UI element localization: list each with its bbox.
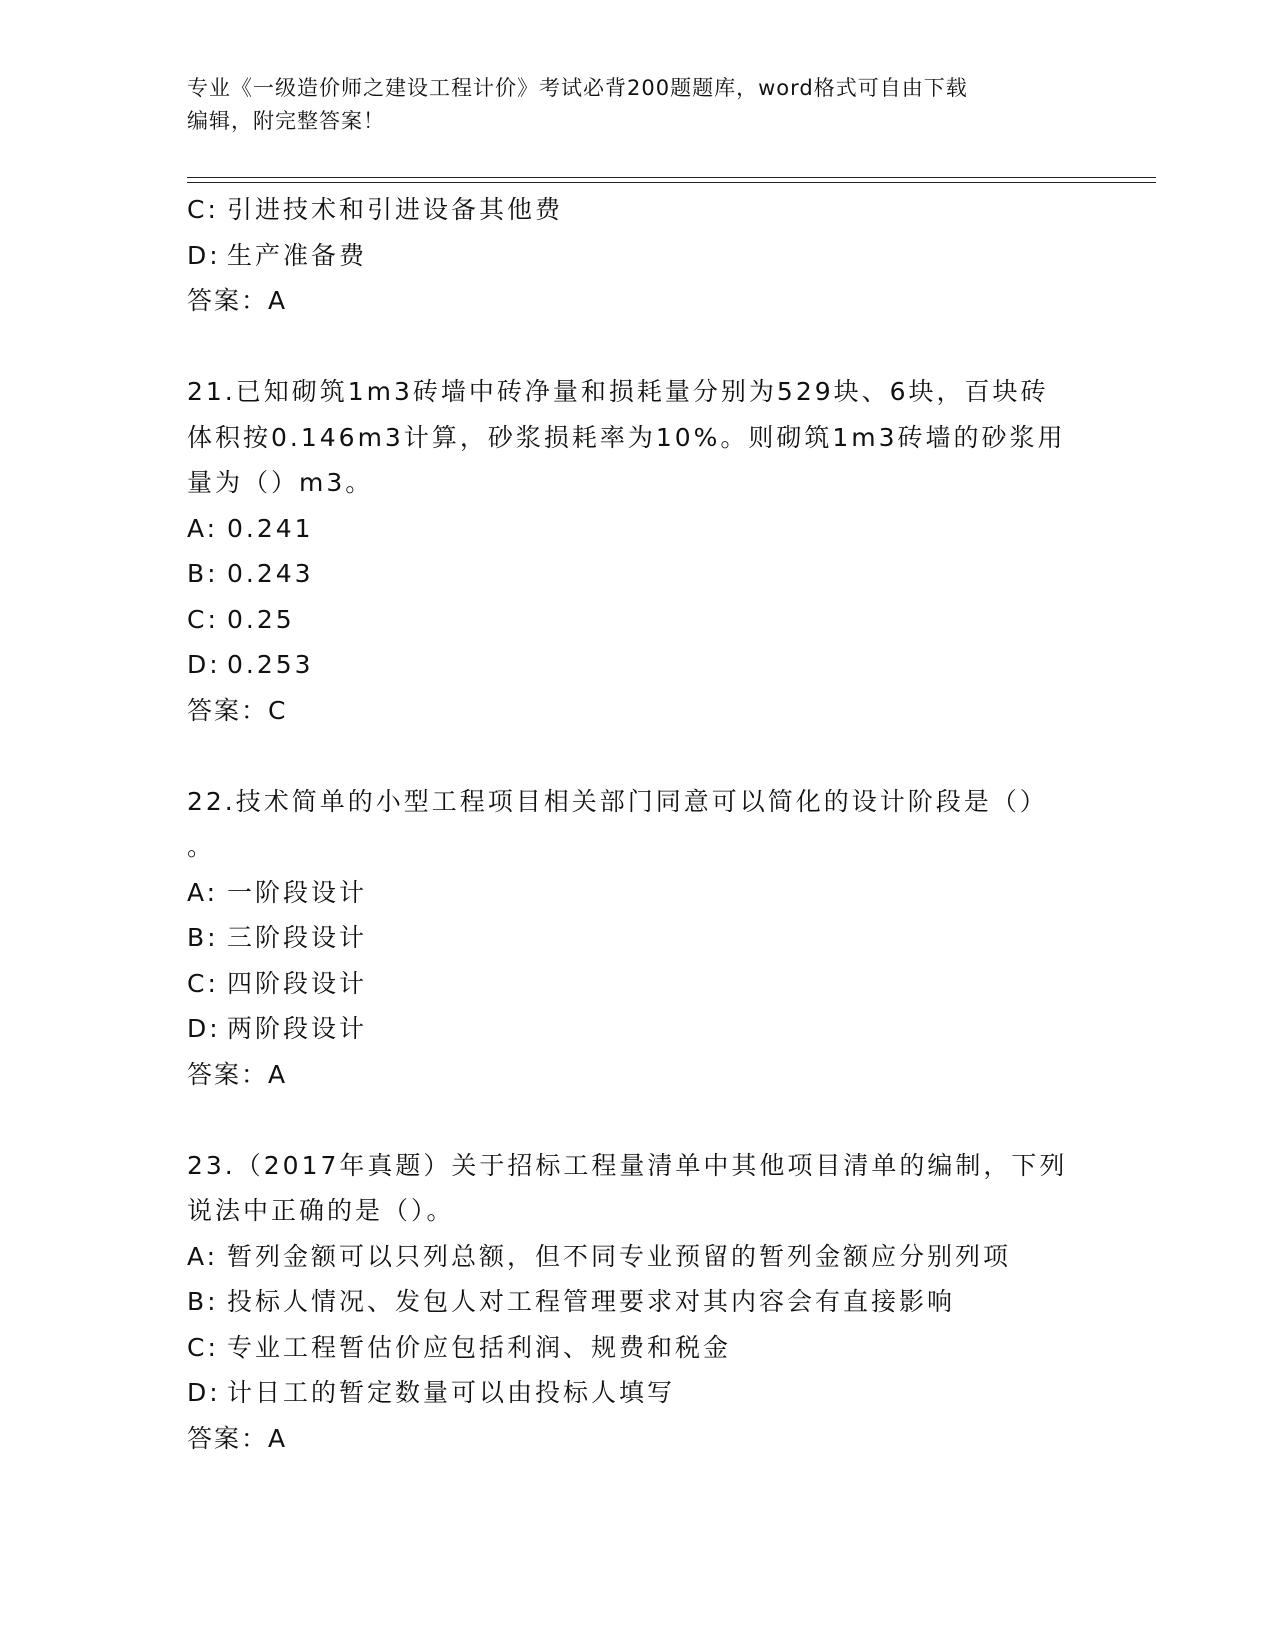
question-stem-line: 说法中正确的是（）。 <box>187 1196 455 1225</box>
option-text: 投标人情况、发包人对工程管理要求对其内容会有直接影响 <box>227 1287 956 1316</box>
question-stem-line: 21.已知砌筑1m3砖墙中砖净量和损耗量分别为529块、6块，百块砖 <box>187 377 1049 406</box>
option-key: D: <box>187 1378 221 1407</box>
question-stem-line: 23.（2017年真题）关于招标工程量清单中其他项目清单的编制，下列 <box>187 1150 1068 1180</box>
answer-line: 答案：A <box>187 1059 288 1089</box>
option-key: B: <box>187 1287 219 1316</box>
option-text: 四阶段设计 <box>227 968 368 998</box>
option-key: C: <box>187 195 219 224</box>
header-divider-bottom <box>187 182 1156 183</box>
option-d <box>187 233 1087 279</box>
question-stem-line: 。 <box>187 832 216 861</box>
option-key: A: <box>187 513 219 543</box>
spacer <box>187 1097 1087 1143</box>
header-line-2: 编辑，附完整答案！ <box>187 109 385 133</box>
question-stem-line: 22.技术简单的小型工程项目相关部门同意可以简化的设计阶段是（） <box>187 786 1048 816</box>
option-d <box>187 642 1087 688</box>
option-b <box>187 1279 1087 1325</box>
option-b <box>187 551 1087 597</box>
option-key: D: <box>187 240 221 270</box>
answer-line: 答案：A <box>187 1423 288 1453</box>
spacer <box>187 733 1087 779</box>
option-text: 两阶段设计 <box>227 1014 368 1043</box>
question-23 <box>187 1143 1087 1462</box>
option-key: C: <box>187 604 219 634</box>
option-d <box>187 1370 1087 1416</box>
option-d <box>187 1006 1087 1052</box>
option-text: 0.25 <box>227 604 295 634</box>
option-a <box>187 870 1087 916</box>
option-key: B: <box>187 559 219 588</box>
header-divider-top <box>187 177 1156 178</box>
question-stem-line: 体积按0.146m3计算，砂浆损耗率为10%。则砌筑1m3砖墙的砂浆用 <box>187 422 1066 452</box>
option-key: D: <box>187 650 221 679</box>
option-text: 0.253 <box>227 650 314 679</box>
option-c <box>187 597 1087 643</box>
answer-line: 答案：C <box>187 695 288 725</box>
option-text: 0.243 <box>227 559 314 588</box>
option-text: 0.241 <box>227 513 314 543</box>
option-text: 生产准备费 <box>227 240 368 270</box>
document-header <box>187 72 1067 138</box>
option-text: 专业工程暂估价应包括利润、规费和税金 <box>227 1332 732 1362</box>
option-c <box>187 1325 1087 1371</box>
header-line-1: 专业《一级造价师之建设工程计价》考试必背200题题库，word格式可自由下载 <box>187 76 968 100</box>
option-a <box>187 506 1087 552</box>
option-a <box>187 1234 1087 1280</box>
option-key: C: <box>187 968 219 998</box>
question-content <box>187 187 1087 1461</box>
question-stem-line: 量为（）m3。 <box>187 468 374 497</box>
option-c <box>187 187 1087 233</box>
option-text: 计日工的暂定数量可以由投标人填写 <box>227 1378 676 1407</box>
answer-line: 答案：A <box>187 286 288 315</box>
question-22 <box>187 779 1087 1098</box>
option-text: 引进技术和引进设备其他费 <box>227 195 564 224</box>
option-c <box>187 961 1087 1007</box>
option-key: A: <box>187 877 219 907</box>
spacer <box>187 324 1087 370</box>
option-key: C: <box>187 1332 219 1362</box>
option-text: 暂列金额可以只列总额，但不同专业预留的暂列金额应分别列项 <box>227 1241 1012 1271</box>
question-21 <box>187 369 1087 733</box>
option-key: D: <box>187 1014 221 1043</box>
option-text: 三阶段设计 <box>227 923 368 952</box>
option-key: A: <box>187 1241 219 1271</box>
option-text: 一阶段设计 <box>227 877 368 907</box>
option-b <box>187 915 1087 961</box>
option-key: B: <box>187 923 219 952</box>
previous-question-tail <box>187 187 1087 324</box>
